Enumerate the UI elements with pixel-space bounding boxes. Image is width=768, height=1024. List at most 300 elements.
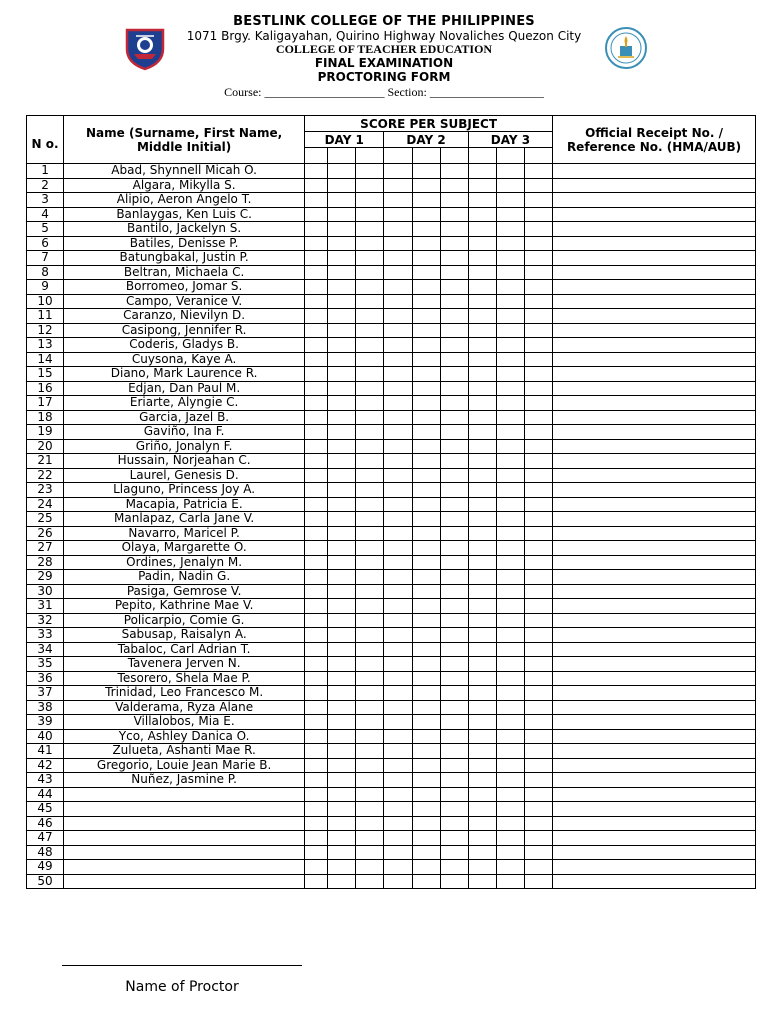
table-row [27, 468, 756, 483]
score-cell [412, 831, 440, 846]
score-cell [328, 309, 356, 324]
table-row [27, 700, 756, 715]
score-cell [412, 744, 440, 759]
table-row [27, 222, 756, 237]
score-cell [524, 657, 552, 672]
score-cell [384, 599, 412, 614]
row-number: 42 [27, 758, 64, 773]
table-row [27, 613, 756, 628]
score-cell [524, 251, 552, 266]
row-number: 27 [27, 541, 64, 556]
score-cell [440, 802, 468, 817]
score-cell [496, 425, 524, 440]
score-cell [496, 410, 524, 425]
score-cell [356, 584, 384, 599]
student-name: Trinidad, Leo Francesco M. [64, 686, 305, 701]
score-cell [412, 686, 440, 701]
score-cell [384, 584, 412, 599]
score-cell [412, 700, 440, 715]
score-cell [468, 207, 496, 222]
score-cell [496, 671, 524, 686]
score-cell [305, 831, 328, 846]
score-cell [305, 729, 328, 744]
score-cell [356, 758, 384, 773]
score-cell [305, 425, 328, 440]
student-name: Laurel, Genesis D. [64, 468, 305, 483]
score-cell [305, 222, 328, 237]
student-name: Tabaloc, Carl Adrian T. [64, 642, 305, 657]
score-cell [412, 222, 440, 237]
score-cell [412, 251, 440, 266]
score-cell [496, 642, 524, 657]
table-row [27, 251, 756, 266]
score-cell [524, 671, 552, 686]
score-cell [524, 860, 552, 875]
row-number: 10 [27, 294, 64, 309]
score-cell [412, 164, 440, 179]
score-cell [328, 323, 356, 338]
score-cell [524, 280, 552, 295]
score-cell [412, 628, 440, 643]
score-cell [384, 526, 412, 541]
score-cell [524, 483, 552, 498]
row-number: 28 [27, 555, 64, 570]
score-cell [412, 193, 440, 208]
score-cell [412, 323, 440, 338]
proctoring-table [26, 115, 756, 889]
score-cell [496, 396, 524, 411]
score-cell [496, 787, 524, 802]
table-row [27, 497, 756, 512]
score-cell [305, 773, 328, 788]
score-cell [328, 236, 356, 251]
score-cell [412, 802, 440, 817]
score-cell [305, 845, 328, 860]
receipt-cell [553, 222, 756, 237]
score-cell [496, 497, 524, 512]
score-cell [328, 831, 356, 846]
score-cell [305, 367, 328, 382]
table-row [27, 686, 756, 701]
receipt-cell [553, 352, 756, 367]
table-row [27, 323, 756, 338]
score-cell [328, 657, 356, 672]
score-cell [468, 584, 496, 599]
score-cell [440, 309, 468, 324]
score-cell [496, 352, 524, 367]
row-number: 3 [27, 193, 64, 208]
score-cell [496, 468, 524, 483]
score-cell [496, 439, 524, 454]
score-cell [412, 236, 440, 251]
score-cell [412, 265, 440, 280]
score-cell [524, 410, 552, 425]
score-cell [496, 845, 524, 860]
row-number: 12 [27, 323, 64, 338]
row-number: 50 [27, 874, 64, 889]
score-cell [384, 468, 412, 483]
score-cell [384, 164, 412, 179]
score-cell [524, 773, 552, 788]
score-cell [468, 483, 496, 498]
score-cell [524, 816, 552, 831]
score-cell [305, 251, 328, 266]
score-cell [328, 700, 356, 715]
score-cell [468, 410, 496, 425]
score-cell [328, 280, 356, 295]
score-cell [496, 628, 524, 643]
score-cell [468, 439, 496, 454]
score-cell [356, 439, 384, 454]
score-cell [384, 773, 412, 788]
student-name: Villalobos, Mia E. [64, 715, 305, 730]
score-cell [496, 164, 524, 179]
score-cell [468, 599, 496, 614]
score-cell [440, 164, 468, 179]
score-cell [496, 207, 524, 222]
student-name [64, 787, 305, 802]
score-cell [412, 599, 440, 614]
score-cell [524, 874, 552, 889]
row-number: 38 [27, 700, 64, 715]
receipt-cell [553, 845, 756, 860]
receipt-cell [553, 468, 756, 483]
student-name: Olaya, Margarette O. [64, 541, 305, 556]
student-name: Abad, Shynnell Micah O. [64, 164, 305, 179]
student-name: Batungbakal, Justin P. [64, 251, 305, 266]
receipt-cell [553, 251, 756, 266]
score-cell [305, 265, 328, 280]
receipt-cell [553, 700, 756, 715]
score-cell [440, 251, 468, 266]
table-row [27, 555, 756, 570]
receipt-cell [553, 555, 756, 570]
score-cell [524, 570, 552, 585]
score-cell [305, 236, 328, 251]
student-name: Casipong, Jennifer R. [64, 323, 305, 338]
table-row [27, 874, 756, 889]
score-cell [496, 512, 524, 527]
school-shield-icon [124, 27, 166, 71]
score-cell [468, 744, 496, 759]
score-cell [524, 193, 552, 208]
student-name: Valderama, Ryza Alane [64, 700, 305, 715]
school-address: 1071 Brgy. Kaligayahan, Quirino Highway Novaliches Quezon City [186, 29, 582, 43]
score-cell [356, 874, 384, 889]
score-subcell [524, 148, 552, 164]
score-cell [412, 483, 440, 498]
score-cell [384, 628, 412, 643]
score-cell [440, 280, 468, 295]
row-number: 5 [27, 222, 64, 237]
score-cell [496, 541, 524, 556]
score-cell [328, 367, 356, 382]
score-cell [440, 207, 468, 222]
course-section-line: Course: ____________________ Section: ___________________ [224, 85, 544, 99]
student-name: Beltran, Michaela C. [64, 265, 305, 280]
score-cell [496, 294, 524, 309]
score-cell [496, 874, 524, 889]
column-header-score-per-subject: SCORE PER SUBJECT [305, 116, 553, 132]
score-cell [384, 715, 412, 730]
row-number: 21 [27, 454, 64, 469]
student-name: Griño, Jonalyn F. [64, 439, 305, 454]
row-number: 20 [27, 439, 64, 454]
receipt-cell [553, 671, 756, 686]
student-name: Coderis, Gladys B. [64, 338, 305, 353]
score-cell [496, 729, 524, 744]
student-name: Garcia, Jazel B. [64, 410, 305, 425]
score-cell [412, 671, 440, 686]
student-name: Llaguno, Princess Joy A. [64, 483, 305, 498]
score-cell [524, 207, 552, 222]
score-cell [356, 236, 384, 251]
score-subcell [468, 148, 496, 164]
score-cell [468, 222, 496, 237]
score-cell [305, 628, 328, 643]
score-cell [356, 425, 384, 440]
receipt-cell [553, 309, 756, 324]
score-cell [440, 787, 468, 802]
student-name: Ordines, Jenalyn M. [64, 555, 305, 570]
score-cell [305, 642, 328, 657]
score-cell [524, 323, 552, 338]
score-cell [384, 729, 412, 744]
score-cell [524, 758, 552, 773]
student-name: Alipio, Aeron Angelo T. [64, 193, 305, 208]
receipt-cell [553, 294, 756, 309]
score-cell [356, 845, 384, 860]
score-cell [328, 715, 356, 730]
score-cell [328, 512, 356, 527]
score-cell [468, 758, 496, 773]
score-cell [524, 381, 552, 396]
row-number: 19 [27, 425, 64, 440]
score-cell [496, 570, 524, 585]
score-cell [468, 251, 496, 266]
row-number: 16 [27, 381, 64, 396]
score-cell [356, 657, 384, 672]
score-cell [440, 555, 468, 570]
score-cell [384, 454, 412, 469]
score-cell [384, 222, 412, 237]
score-cell [468, 555, 496, 570]
student-name: Pepito, Kathrine Mae V. [64, 599, 305, 614]
score-cell [328, 265, 356, 280]
score-cell [356, 729, 384, 744]
score-cell [305, 483, 328, 498]
score-cell [468, 236, 496, 251]
student-name [64, 860, 305, 875]
score-cell [305, 352, 328, 367]
score-cell [356, 483, 384, 498]
table-row [27, 816, 756, 831]
table-row [27, 309, 756, 324]
student-name [64, 831, 305, 846]
table-row [27, 439, 756, 454]
score-cell [468, 845, 496, 860]
score-cell [328, 584, 356, 599]
score-cell [328, 439, 356, 454]
score-cell [356, 352, 384, 367]
student-name: Zulueta, Ashanti Mae R. [64, 744, 305, 759]
student-name: Borromeo, Jomar S. [64, 280, 305, 295]
score-cell [496, 265, 524, 280]
row-number: 43 [27, 773, 64, 788]
score-cell [468, 686, 496, 701]
receipt-cell [553, 367, 756, 382]
score-cell [328, 758, 356, 773]
score-cell [328, 425, 356, 440]
score-cell [496, 744, 524, 759]
score-cell [305, 280, 328, 295]
score-cell [440, 715, 468, 730]
score-cell [356, 338, 384, 353]
score-cell [328, 671, 356, 686]
student-name [64, 816, 305, 831]
row-number: 7 [27, 251, 64, 266]
receipt-cell [553, 773, 756, 788]
score-cell [496, 309, 524, 324]
student-name [64, 845, 305, 860]
row-number: 9 [27, 280, 64, 295]
student-name: Cuysona, Kaye A. [64, 352, 305, 367]
score-cell [412, 207, 440, 222]
receipt-cell [553, 802, 756, 817]
row-number: 31 [27, 599, 64, 614]
receipt-cell [553, 860, 756, 875]
score-cell [305, 555, 328, 570]
score-cell [384, 744, 412, 759]
score-cell [384, 367, 412, 382]
score-cell [468, 396, 496, 411]
score-cell [412, 773, 440, 788]
student-name: Edjan, Dan Paul M. [64, 381, 305, 396]
score-cell [384, 686, 412, 701]
receipt-cell [553, 193, 756, 208]
score-cell [305, 715, 328, 730]
score-cell [412, 439, 440, 454]
score-cell [468, 613, 496, 628]
receipt-cell [553, 570, 756, 585]
score-cell [384, 309, 412, 324]
score-cell [440, 178, 468, 193]
score-cell [356, 280, 384, 295]
row-number: 49 [27, 860, 64, 875]
receipt-cell [553, 584, 756, 599]
score-cell [356, 628, 384, 643]
student-name [64, 874, 305, 889]
score-cell [305, 193, 328, 208]
score-cell [440, 541, 468, 556]
row-number: 29 [27, 570, 64, 585]
score-cell [328, 468, 356, 483]
score-cell [412, 468, 440, 483]
student-name: Banlaygas, Ken Luis C. [64, 207, 305, 222]
score-cell [305, 468, 328, 483]
score-cell [524, 338, 552, 353]
score-cell [328, 207, 356, 222]
score-cell [384, 425, 412, 440]
student-name: Eriarte, Alyngie C. [64, 396, 305, 411]
score-cell [356, 178, 384, 193]
score-cell [440, 381, 468, 396]
score-cell [384, 323, 412, 338]
score-cell [356, 744, 384, 759]
column-header-day1: DAY 1 [305, 132, 384, 148]
column-header-number: N o. [27, 116, 64, 164]
score-cell [524, 613, 552, 628]
score-cell [412, 845, 440, 860]
score-cell [384, 280, 412, 295]
receipt-cell [553, 280, 756, 295]
score-cell [412, 570, 440, 585]
score-cell [328, 352, 356, 367]
table-row [27, 642, 756, 657]
row-number: 24 [27, 497, 64, 512]
score-cell [384, 251, 412, 266]
receipt-cell [553, 439, 756, 454]
score-cell [496, 860, 524, 875]
score-cell [384, 294, 412, 309]
score-cell [468, 381, 496, 396]
score-cell [412, 613, 440, 628]
score-cell [412, 729, 440, 744]
score-cell [384, 178, 412, 193]
student-name: Nuñez, Jasmine P. [64, 773, 305, 788]
score-cell [328, 193, 356, 208]
score-cell [384, 570, 412, 585]
score-cell [412, 541, 440, 556]
table-row [27, 802, 756, 817]
score-cell [496, 236, 524, 251]
score-cell [384, 671, 412, 686]
score-cell [412, 280, 440, 295]
row-number: 6 [27, 236, 64, 251]
score-cell [384, 613, 412, 628]
score-cell [440, 584, 468, 599]
score-cell [496, 816, 524, 831]
row-number: 18 [27, 410, 64, 425]
score-cell [328, 541, 356, 556]
score-cell [524, 584, 552, 599]
score-cell [496, 555, 524, 570]
score-cell [328, 222, 356, 237]
score-cell [356, 309, 384, 324]
receipt-cell [553, 164, 756, 179]
score-cell [384, 758, 412, 773]
score-cell [328, 164, 356, 179]
receipt-cell [553, 207, 756, 222]
score-cell [496, 686, 524, 701]
score-cell [305, 178, 328, 193]
score-cell [468, 642, 496, 657]
table-row [27, 584, 756, 599]
table-row [27, 845, 756, 860]
student-name: Caranzo, Nievilyn D. [64, 309, 305, 324]
table-row [27, 178, 756, 193]
score-cell [412, 410, 440, 425]
score-cell [496, 178, 524, 193]
row-number: 45 [27, 802, 64, 817]
score-subcell [440, 148, 468, 164]
score-cell [305, 700, 328, 715]
score-cell [412, 294, 440, 309]
student-name: Navarro, Maricel P. [64, 526, 305, 541]
table-row [27, 280, 756, 295]
table-row [27, 193, 756, 208]
score-cell [384, 352, 412, 367]
